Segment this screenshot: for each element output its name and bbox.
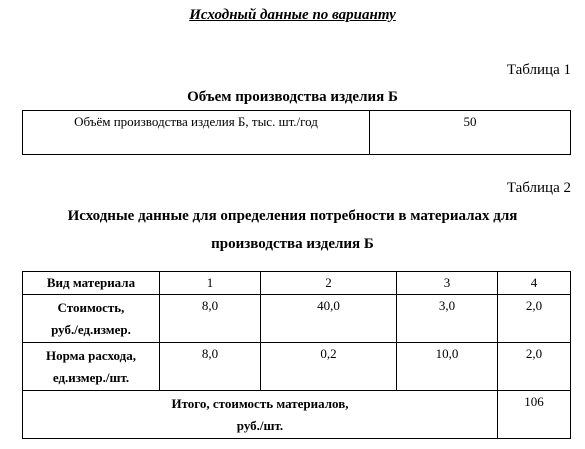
- column-header-material: Вид материала: [23, 272, 160, 295]
- table-cell: 0,2: [261, 343, 397, 391]
- table-row: [23, 343, 571, 391]
- table-cell: 8,0: [160, 295, 261, 343]
- row-label-line: ед.измер./шт.: [52, 370, 130, 385]
- materials-table: [22, 271, 571, 439]
- row-label-line: Стоимость,: [57, 300, 125, 315]
- table-header-row: [23, 272, 571, 295]
- table-cell: 8,0: [160, 343, 261, 391]
- table2-number: Таблица 2: [506, 180, 571, 196]
- production-volume-label: Объём производства изделия Б, тыс. шт./год: [23, 111, 370, 155]
- total-value: 106: [498, 391, 571, 439]
- table1-number: Таблица 1: [506, 62, 571, 78]
- table-cell: 2,0: [498, 295, 571, 343]
- table-cell: 10,0: [397, 343, 498, 391]
- document-title: Исходный данные по варианту: [189, 7, 396, 23]
- table-row: [23, 111, 571, 155]
- production-volume-value: 50: [370, 111, 571, 155]
- row-label-line: Норма расхода,: [46, 348, 136, 363]
- column-header: 1: [160, 272, 261, 295]
- table1-caption: Объем производства изделия Б: [187, 89, 398, 105]
- row-label-cost: [23, 295, 160, 343]
- table2-caption-line1: Исходные данные для определения потребности в материалах для: [67, 208, 518, 224]
- table-row: [23, 295, 571, 343]
- table2-caption-line2: производства изделия Б: [211, 236, 374, 252]
- column-header: 3: [397, 272, 498, 295]
- table-cell: 40,0: [261, 295, 397, 343]
- total-label-line: руб./шт.: [236, 418, 284, 433]
- column-header: 2: [261, 272, 397, 295]
- total-label: [23, 391, 498, 439]
- row-label-line: руб./ед.измер.: [51, 322, 131, 337]
- production-volume-table: [22, 110, 571, 155]
- table-cell: 3,0: [397, 295, 498, 343]
- column-header: 4: [498, 272, 571, 295]
- table-cell: 2,0: [498, 343, 571, 391]
- total-label-line: Итого, стоимость материалов,: [171, 396, 349, 411]
- total-row: [23, 391, 571, 439]
- row-label-norm: [23, 343, 160, 391]
